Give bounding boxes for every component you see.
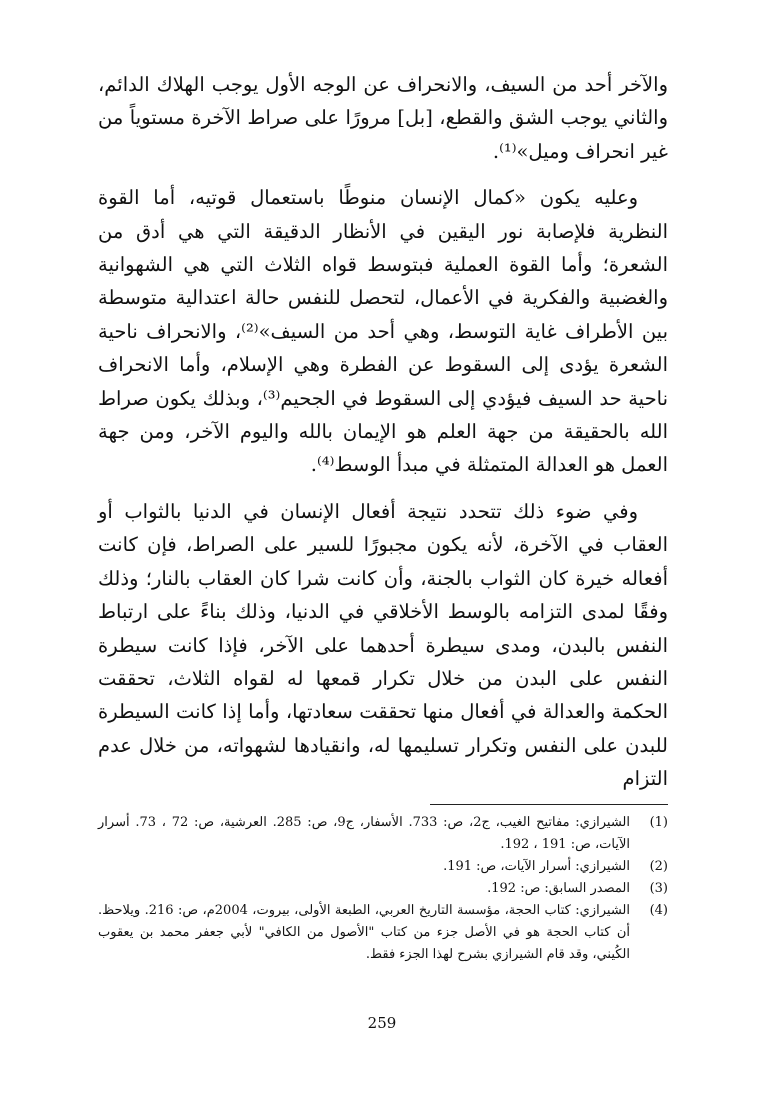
footnote-number: (1) — [649, 815, 668, 830]
footnote-separator — [430, 804, 668, 805]
paragraph: وفي ضوء ذلك تتحدد نتيجة أفعال الإنسان في الدنيا بالثواب أو العقاب في الآخرة، لأنه يكون مجبورًا للسير على الصراط، فإن كانت أفعاله خيرة كان الثواب بالجنة، وأن كانت شرا كان العقاب بالنار؛ وذلك وفقًا لمدى التزامه بالوسط الأخلاقي في الدنيا، وذلك بناءً على ارتباط النفس بالبدن، ومدى سيطرة أحدهما على الآخر، فإذا كانت سيطرة النفس على البدن من خلال تكرار قمعها له لقواه الثلاث، تحققت الحكمة والعدالة في أفعال منها تحققت سعادتها، وأما إذا كانت السيطرة للبدن على النفس وتكرار تسليمها له، وانقيادها لشهواته، من خلال عدم التزام — [98, 499, 668, 791]
footnote — [98, 812, 668, 856]
paragraph: وعليه يكون «كمال الإنسان منوطًا باستعمال قوتيه، أما القوة النظرية فلإصابة نور اليقين في الأنظار الدقيقة التي هي أدق من الشعرة؛ وأما القوة العملية فبتوسط قواه الثلاث التي هي الشهوانية والغضبية والفكرية في الأعمال، لتحصل للنفس حالة اعتدالية متوسطة بين الأطراف غاية التوسط، وهي أحد من السيف»⁽²⁾، والانحراف ناحية الشعرة يؤدى إلى السقوط عن الفطرة وهي الإسلام، وأما الانحراف ناحية حد السيف فيؤدي إلى السقوط في الجحيم⁽³⁾، وبذلك يكون صراط الله بالحقيقة من جهة العلم هو الإيمان بالله واليوم الآخر، ومن جهة العمل هو العدالة المتمثلة في مبدأ الوسط⁽⁴⁾. — [98, 186, 668, 477]
paragraph: والآخر أحد من السيف، والانحراف عن الوجه الأول يوجب الهلاك الدائم، والثاني يوجب الشق والقطع، [بل] مرورًا على صراط الآخرة مستوياً من غير انحراف وميل»⁽¹⁾. — [98, 73, 668, 163]
page-number: 259 — [367, 1014, 397, 1032]
main-text — [98, 68, 668, 796]
footnote — [98, 900, 668, 966]
footnote-number: (3) — [649, 881, 668, 896]
footnote-text: الشيرازي: مفاتيح الغيب، ج2، ص: 733. الأسفار، ج9، ص: 285. العرشية، ص: 72 ، 73. أسرار الآيات، ص: 191 ، 192. — [98, 815, 631, 852]
footnote-number: (2) — [649, 859, 668, 874]
footnote-number: (4) — [649, 903, 668, 918]
footnotes — [98, 812, 668, 966]
footnote — [98, 856, 668, 878]
footnote — [98, 878, 668, 900]
footnote-text: الشيرازي: أسرار الآيات، ص: 191. — [443, 859, 630, 874]
footnote-text: الشيرازي: كتاب الحجة، مؤسسة التاريخ العربي، الطبعة الأولى، بيروت، 2004م، ص: 216. ويلاحظ. أن كتاب الحجة هو في الأصل جزء من كتاب "الأصول من الكافي" لأبي جعفر محمد بن يعقوب الكُيني، وقد قام الشيرازي بشرح لهذا الجزء فقط. — [98, 903, 630, 962]
footnote-text: المصدر السابق: ص: 192. — [487, 881, 630, 896]
